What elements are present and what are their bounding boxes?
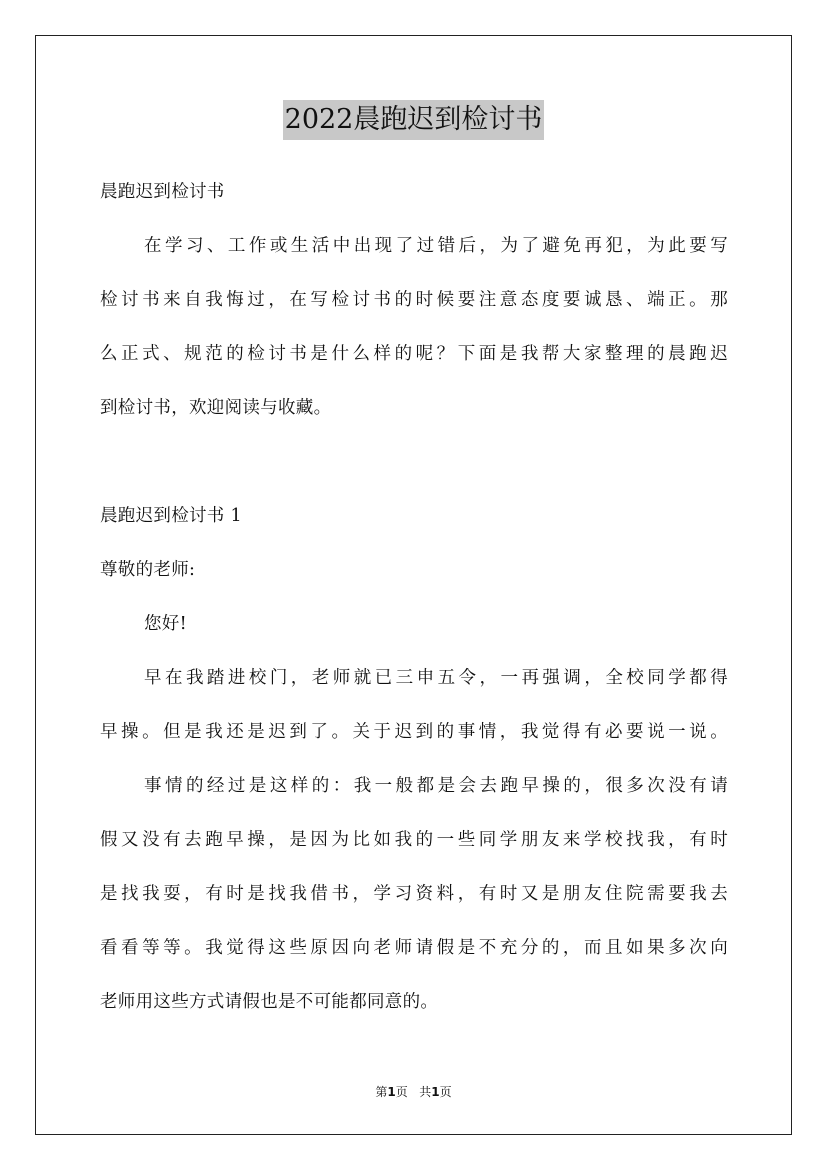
page-prefix: 第 <box>375 1085 388 1099</box>
total-prefix: 共 <box>419 1085 432 1099</box>
paragraph-line: 假又没有去跑早操，是因为比如我的一些同学朋友来学校找我，有时 <box>100 830 728 850</box>
paragraph-line: 老师用这些方式请假也是不可能都同意的。 <box>100 992 439 1012</box>
document-body <box>100 165 728 1029</box>
total-pages: 1 <box>431 1085 440 1099</box>
document-title: 2022晨跑迟到检讨书 <box>283 100 545 140</box>
greeting: 您好! <box>144 614 187 634</box>
salutation: 尊敬的老师: <box>100 560 196 580</box>
paragraph-line: 到检讨书，欢迎阅读与收藏。 <box>100 398 332 418</box>
paragraph-line: 在学习、工作或生活中出现了过错后，为了避免再犯，为此要写 <box>144 236 728 256</box>
paragraph-line: 检讨书来自我悔过，在写检讨书的时候要注意态度要诚恳、端正。那 <box>100 290 728 310</box>
blank-line <box>100 435 728 489</box>
page-footer <box>0 1083 827 1100</box>
page-suffix: 页 <box>395 1085 408 1099</box>
paragraph-line: 事情的经过是这样的：我一般都是会去跑早操的，很多次没有请 <box>144 776 728 796</box>
section-heading: 晨跑迟到检讨书 1 <box>100 506 242 526</box>
subtitle: 晨跑迟到检讨书 <box>100 182 225 202</box>
title-container <box>0 100 827 140</box>
paragraph-line: 是找我耍，有时是找我借书，学习资料，有时又是朋友住院需要我去 <box>100 884 728 904</box>
paragraph-line: 么正式、规范的检讨书是什么样的呢？下面是我帮大家整理的晨跑迟 <box>100 344 728 364</box>
paragraph-line: 早在我踏进校门，老师就已三申五令，一再强调，全校同学都得 <box>144 668 728 688</box>
paragraph-line: 看看等等。我觉得这些原因向老师请假是不充分的，而且如果多次向 <box>100 938 728 958</box>
paragraph-line: 早操。但是我还是迟到了。关于迟到的事情，我觉得有必要说一说。 <box>100 722 728 742</box>
page-number: 1 <box>387 1085 396 1099</box>
total-suffix: 页 <box>439 1085 452 1099</box>
